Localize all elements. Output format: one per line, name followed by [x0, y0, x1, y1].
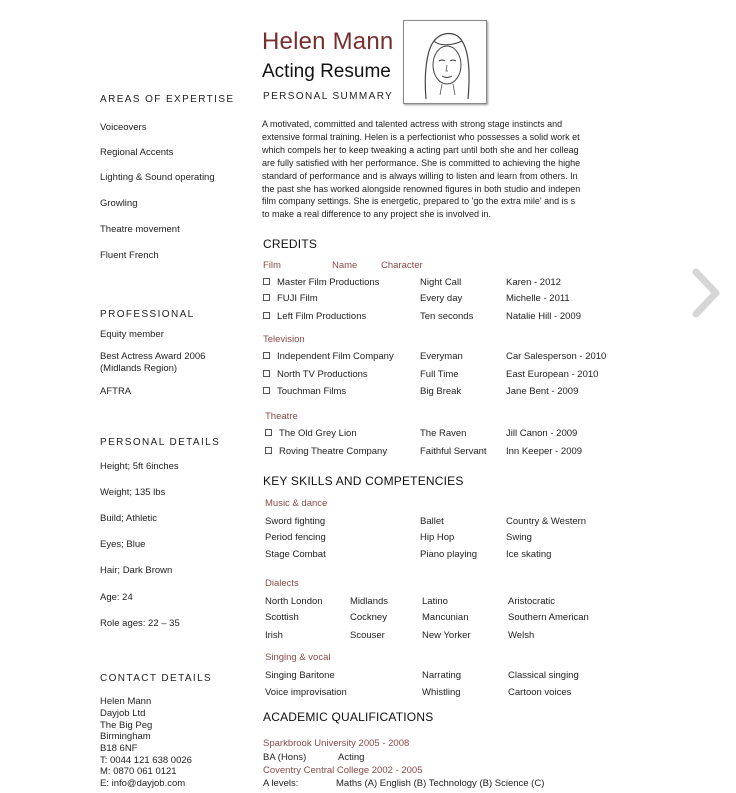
personal-item: Build; Athletic: [100, 513, 158, 524]
credit-role: Full Time: [420, 369, 459, 380]
credit-role: Night Call: [420, 277, 462, 288]
academic-heading: ACADEMIC QUALIFICATIONS: [263, 710, 434, 724]
credit-role: Every day: [420, 293, 463, 304]
dialect-item: Cockney: [350, 612, 387, 623]
skill-item: Country & Western: [506, 516, 587, 527]
credit-role: The Raven: [420, 428, 467, 439]
vocal-item: Narrating: [422, 670, 462, 681]
next-page-button[interactable]: [690, 268, 724, 318]
portrait-sketch: [403, 20, 487, 104]
checkbox-icon: [263, 278, 270, 285]
credit-character: East European - 2010: [506, 369, 599, 380]
vocal-item: Cartoon voices: [508, 687, 572, 698]
vocal-item: Voice improvisation: [265, 687, 347, 698]
alevels-grades: Maths (A) English (B) Technology (B) Science (C): [336, 778, 545, 789]
checkbox-icon: [263, 370, 270, 377]
contact-email: E: info@dayjob.com: [100, 778, 186, 789]
alevels-label: A levels:: [263, 778, 299, 789]
contact-mobile: M: 0870 061 0121: [100, 766, 177, 777]
credits-heading: CREDITS: [263, 237, 318, 251]
dialect-item: Scouser: [350, 630, 385, 641]
dialect-item: Mancunian: [422, 612, 469, 623]
candidate-name: Helen Mann: [262, 28, 394, 55]
professional-item: (Midlands Region): [100, 363, 178, 374]
checkbox-icon: [263, 387, 270, 394]
checkbox-icon: [263, 312, 270, 319]
credit-character: Car Salesperson - 2010: [506, 351, 607, 362]
credit-row: North TV Productions: [263, 369, 368, 380]
summary-line: standard of performance and is always willing to listen and learn from others. In: [262, 170, 578, 181]
skill-item: Hip Hop: [420, 532, 455, 543]
dialect-item: Irish: [265, 630, 283, 641]
personal-caption: PERSONAL DETAILS: [100, 437, 221, 448]
credit-role: Faithful Servant: [420, 446, 487, 457]
credit-role: Ten seconds: [420, 311, 474, 322]
expertise-item: Growling: [100, 198, 138, 209]
credit-row: Roving Theatre Company: [265, 446, 387, 457]
credit-character: Inn Keeper - 2009: [506, 446, 583, 457]
skill-item: Sword fighting: [265, 516, 326, 527]
dialect-item: Midlands: [350, 596, 389, 607]
summary-line: extensive formal training. Helen is a perfectionist who possesses a solid work et: [262, 131, 580, 142]
credits-col-character: Character: [381, 260, 423, 271]
contact-telephone: T: 0044 121 638 0026: [100, 755, 192, 766]
theatre-label: Theatre: [265, 411, 298, 422]
skill-item: Ballet: [420, 516, 444, 527]
vocal-item: Classical singing: [508, 670, 579, 681]
degree-subject: Acting: [338, 752, 365, 763]
credit-role: Everyman: [420, 351, 463, 362]
expertise-caption: AREAS OF EXPERTISE: [100, 94, 235, 105]
contact-caption: CONTACT DETAILS: [100, 673, 213, 684]
personal-summary: [262, 118, 632, 221]
skill-item: Stage Combat: [265, 549, 326, 560]
university-line: Sparkbrook University 2005 - 2008: [263, 738, 410, 749]
dialect-item: Southern American: [508, 612, 589, 623]
dialect-item: Aristocratic: [508, 596, 555, 607]
chevron-right-icon: [690, 268, 724, 318]
college-line: Coventry Central College 2002 - 2005: [263, 765, 423, 776]
credit-character: Natalie Hill - 2009: [506, 311, 581, 322]
personal-item: Eyes; Blue: [100, 539, 146, 550]
professional-item: Best Actress Award 2006: [100, 351, 206, 362]
dialects-label: Dialects: [265, 578, 299, 589]
contact-company: Dayjob Ltd: [100, 708, 146, 719]
credit-row: Master Film Productions: [263, 277, 379, 288]
expertise-item: Regional Accents: [100, 147, 174, 158]
singing-label: Singing & vocal: [265, 652, 331, 663]
checkbox-icon: [263, 352, 270, 359]
contact-street: The Big Peg: [100, 720, 153, 731]
personal-item: Hair; Dark Brown: [100, 565, 173, 576]
portrait-icon: [404, 21, 488, 105]
credit-character: Jane Bent - 2009: [506, 386, 579, 397]
professional-caption: PROFESSIONAL: [100, 309, 195, 320]
credit-row: The Old Grey Lion: [265, 428, 357, 439]
dialect-item: New Yorker: [422, 630, 471, 641]
credit-character: Jill Canon - 2009: [506, 428, 578, 439]
personal-item: Age: 24: [100, 592, 133, 603]
checkbox-icon: [263, 294, 270, 301]
dialect-item: Latino: [422, 596, 448, 607]
personal-item: Weight; 135 lbs: [100, 487, 166, 498]
skill-item: Period fencing: [265, 532, 326, 543]
summary-line: to make a real difference to any project she is involved in.: [262, 209, 491, 220]
credit-row: Independent Film Company: [263, 351, 394, 362]
expertise-item: Voiceovers: [100, 122, 147, 133]
skill-item: Ice skating: [506, 549, 552, 560]
dialect-item: North London: [265, 596, 323, 607]
dialect-item: Welsh: [508, 630, 535, 641]
skill-item: Piano playing: [420, 549, 478, 560]
summary-caption: PERSONAL SUMMARY: [263, 91, 394, 102]
vocal-item: Whistling: [422, 687, 461, 698]
degree-line: BA (Hons): [263, 752, 307, 763]
credit-character: Michelle - 2011: [506, 293, 570, 304]
personal-item: Height; 5ft 6inches: [100, 461, 179, 472]
checkbox-icon: [265, 447, 272, 454]
skills-heading: KEY SKILLS AND COMPETENCIES: [263, 474, 464, 488]
contact-city: Birmingham: [100, 731, 151, 742]
vocal-item: Singing Baritone: [265, 670, 335, 681]
contact-name: Helen Mann: [100, 696, 152, 707]
expertise-item: Theatre movement: [100, 224, 180, 235]
credit-row: Left Film Productions: [263, 311, 366, 322]
contact-postcode: B18 6NF: [100, 743, 138, 754]
skill-item: Swing: [506, 532, 532, 543]
summary-line: A motivated, committed and talented actress with strong stage instincts and: [262, 119, 563, 129]
credits-col-name: Name: [332, 260, 358, 271]
credit-role: Big Break: [420, 386, 462, 397]
professional-item: Equity member: [100, 329, 164, 340]
summary-line: are fully satisfied with her performance. She is committed to achieving the highe: [262, 157, 581, 168]
resume-title: Acting Resume: [262, 61, 391, 82]
dialect-item: Scottish: [265, 612, 299, 623]
personal-item: Role ages: 22 – 35: [100, 618, 180, 629]
credit-character: Karen - 2012: [506, 277, 561, 288]
summary-line: which compels her to keep tweaking a acting part until both she and her colleag: [262, 144, 579, 155]
credits-col-film: Film: [263, 260, 281, 271]
music-label: Music & dance: [265, 498, 328, 509]
credit-row: Touchman Films: [263, 386, 346, 397]
checkbox-icon: [265, 429, 272, 436]
credit-row: FUJI Film: [263, 293, 318, 304]
summary-line: the past she has worked alongside renowned figures in both studio and indepen: [262, 183, 581, 194]
television-label: Television: [263, 334, 305, 345]
expertise-item: Lighting & Sound operating: [100, 172, 215, 183]
professional-item: AFTRA: [100, 386, 132, 397]
summary-line: film company settings. She is energetic, prepared to 'go the extra mile' and is s: [262, 196, 576, 207]
expertise-item: Fluent French: [100, 250, 159, 261]
